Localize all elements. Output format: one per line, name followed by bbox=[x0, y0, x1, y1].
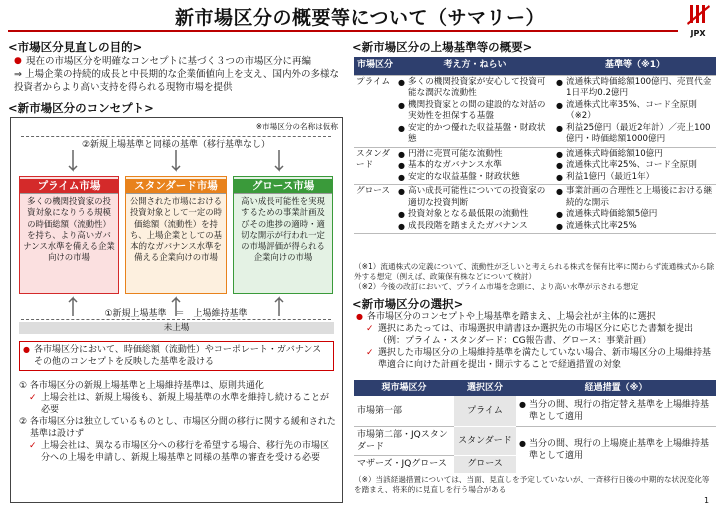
col-measure: 経過措置（※） bbox=[516, 380, 716, 396]
note-2: （※2）今後の改訂において、プライム市場を念頭に、より高い水準が示される想定 bbox=[354, 282, 639, 291]
list-item: ● 多くの機関投資家が安心して投資可能な潤沢な流動性 bbox=[398, 77, 552, 100]
select-heading: <新市場区分の選択> bbox=[352, 297, 464, 311]
table-row bbox=[354, 396, 716, 426]
table-row bbox=[354, 147, 716, 185]
col-criteria: 基準等（※1） bbox=[554, 57, 716, 75]
list-item: ● 投資対象となる最低限の流動性 bbox=[398, 209, 552, 221]
list-item: ● 安定的な収益基盤・財政状態 bbox=[398, 172, 552, 184]
list-item: ● 流通株式比率25% bbox=[556, 221, 714, 233]
purpose-text bbox=[14, 55, 344, 94]
list-item: ● 高い成長可能性についての投資家の適切な投資判断 bbox=[398, 186, 552, 209]
growth-market-box bbox=[233, 176, 333, 294]
current-market: 市場第一部 bbox=[354, 396, 454, 426]
concept-note: ※市場区分の名称は仮称 bbox=[255, 122, 338, 131]
principle-2: ② 各市場区分は独立しているものとし、市場区分間の移行に関する緩和された基準は設けず bbox=[19, 417, 336, 439]
principle-1-sub: 上場会社は、新規上場後も、新規上場基準の水準を維持し続けることが必要 bbox=[41, 393, 330, 415]
list-item: ● 利益25億円（最近2年計）／売上100億円・時価総額1000億円 bbox=[556, 123, 714, 146]
jpx-logo-text: JPX bbox=[690, 29, 706, 38]
list-item: ● 流通株式時価総額10億円 bbox=[556, 149, 714, 161]
callout-text: 各市場区分において、時価総額（流動性）やコーポレート・ガバナンスその他のコンセプトを反映した基準を設ける bbox=[34, 345, 322, 367]
note-1: （※1）流通株式の定義について、流動性が乏しいと考えられる株式を保有比率に関わらず流通株式から除外する想定（例えば、政策保有株などについて検討） bbox=[354, 262, 715, 281]
standard-market-box bbox=[125, 176, 227, 294]
transition-note: （※）当該経過措置については、当面、見直しを予定していないが、一斉移行日後の中期的な状況変化等を踏まえ、将来的に見直しを行う場合がある bbox=[354, 475, 710, 494]
criteria-heading: <新市場区分の上場基準等の概要> bbox=[352, 40, 533, 54]
check-icon: ✓ bbox=[366, 324, 374, 334]
selection-text bbox=[356, 311, 716, 371]
list-item: ● 流通株式比率25%、コード全原則 bbox=[556, 160, 714, 172]
list-item: ● 円滑に売買可能な流動性 bbox=[398, 149, 552, 161]
prime-market-name: プライム市場 bbox=[20, 179, 118, 194]
col-ideas: 考え方・ねらい bbox=[396, 57, 554, 75]
list-item: ● 流通株式時価総額5億円 bbox=[556, 209, 714, 221]
list-item: ● 利益1億円（最近1年） bbox=[556, 172, 714, 184]
list-item: ● 機関投資家との間の建設的な対話の実効性を担保する基盤 bbox=[398, 100, 552, 123]
check-icon: ✓ bbox=[29, 441, 37, 451]
purpose-heading: <市場区分見直しの目的> bbox=[8, 40, 143, 54]
list-item: ● 流通株式比率35%、コード全原則（※2） bbox=[556, 100, 714, 123]
bullet-icon: ● bbox=[356, 312, 363, 321]
criteria-notes bbox=[354, 262, 716, 292]
check-icon: ✓ bbox=[29, 393, 37, 403]
list-item: ● 成長段階を踏まえたガバナンス bbox=[398, 221, 552, 233]
check-icon: ✓ bbox=[366, 348, 374, 358]
list-item: ● 当分の間、現行の指定替え基準を上場維持基準として適用 bbox=[519, 399, 713, 423]
list-item: ● 流通株式時価総額100億円、売買代金1日平均0.2億円 bbox=[556, 77, 714, 100]
concept-heading: <新市場区分のコンセプト> bbox=[8, 101, 154, 115]
principles bbox=[19, 380, 337, 464]
row-market: プライム bbox=[354, 75, 396, 147]
principle-2-sub: 上場会社は、異なる市場区分への移行を希望する場合、移行先の市場区分への上場を申請し、新規上場基準と同様の基準の審査を受ける必要 bbox=[41, 441, 330, 463]
current-market: マザーズ・JQグロース bbox=[357, 459, 447, 470]
bullet-icon: ● bbox=[14, 56, 22, 66]
selection-3: 選択した市場区分の上場維持基準を満たしていない場合、新市場区分の上場維持基準適合に向けた計画を提出・開示することで経過措置の対象 bbox=[378, 348, 712, 370]
jpx-logo bbox=[680, 3, 716, 37]
table-row bbox=[354, 75, 716, 147]
current-market: 市場第二部・JQスタンダード bbox=[354, 426, 454, 455]
row-market: グロース bbox=[354, 185, 396, 234]
bottom-rule-label: ①新規上場基準 ＝ 上場維持基準 bbox=[21, 306, 331, 320]
col-current: 現市場区分 bbox=[354, 380, 454, 396]
purpose-1: 現在の市場区分を明確なコンセプトに基づく３つの市場区分に再編 bbox=[26, 56, 312, 67]
page-title: 新市場区分の概要等について（サマリー） bbox=[174, 7, 546, 29]
criteria-table-header bbox=[354, 57, 716, 75]
select-market: プライム bbox=[454, 396, 516, 426]
page-number: 1 bbox=[704, 496, 710, 505]
col-select: 選択区分 bbox=[454, 380, 516, 396]
prime-market-box bbox=[19, 176, 119, 294]
prime-market-desc: 多くの機関投資家の投資対象になりうる規模の時価総額（流動性）を持ち、より高いガバナンス水準を備える企業向けの市場 bbox=[23, 196, 115, 263]
unlisted-bar: 未上場 bbox=[19, 322, 334, 334]
purpose-2: ⇒ 上場企業の持続的成長と中長期的な企業価値向上を支え、国内外の多様な投資者からより高い支持を得られる現物市場を提供 bbox=[14, 69, 340, 93]
row-market: スタンダード bbox=[354, 147, 396, 185]
standard-market-name: スタンダード市場 bbox=[126, 179, 226, 194]
selection-2: 選択にあたっては、市場選択申請書ほか選択先の市場区分に応じた書類を提出（例：プライム・スタンダード：CG報告書、グロース：事業計画） bbox=[378, 324, 694, 346]
title-underline bbox=[8, 30, 678, 32]
list-item: ● 基本的なガバナンス水準 bbox=[398, 160, 552, 172]
standard-market-desc: 公開された市場における投資対象として一定の時価総額（流動性）を持ち、上場企業としての基本的なガバナンス水準を備える企業向けの市場 bbox=[129, 196, 223, 263]
list-item: ● 当分の間、現行の上場廃止基準を上場維持基準として適用 bbox=[519, 438, 713, 462]
criteria-table bbox=[354, 57, 716, 234]
concept-panel bbox=[10, 117, 343, 503]
select-market: グロース bbox=[454, 455, 516, 473]
growth-market-desc: 高い成長可能性を実現するための事業計画及びその進捗の適時・適切な開示が行われ一定の市場評価が得られる企業向けの市場 bbox=[241, 196, 325, 263]
selection-1: 各市場区分のコンセプトや上場基準を踏まえ、上場会社が主体的に選択 bbox=[367, 312, 656, 322]
list-item: ● 安定的かつ優れた収益基盤・財政状態 bbox=[398, 123, 552, 146]
principle-1: ① 各市場区分の新規上場基準と上場維持基準は、原則共通化 bbox=[19, 381, 264, 391]
bullet-icon: ● bbox=[23, 345, 30, 354]
table-row bbox=[354, 426, 716, 455]
criteria-callout bbox=[19, 341, 334, 371]
transition-table-header bbox=[354, 380, 716, 396]
jpx-logo-icon bbox=[680, 3, 716, 25]
growth-market-name: グロース市場 bbox=[234, 179, 332, 194]
table-row bbox=[354, 185, 716, 234]
list-item: ● 事業計画の合理性と上場後における継続的な開示 bbox=[556, 186, 714, 209]
col-market: 市場区分 bbox=[354, 57, 396, 75]
top-rule-label: ②新規上場基準と同様の基準（移行基準なし） bbox=[21, 136, 331, 150]
select-market: スタンダード bbox=[454, 426, 516, 455]
transition-table bbox=[354, 380, 716, 473]
